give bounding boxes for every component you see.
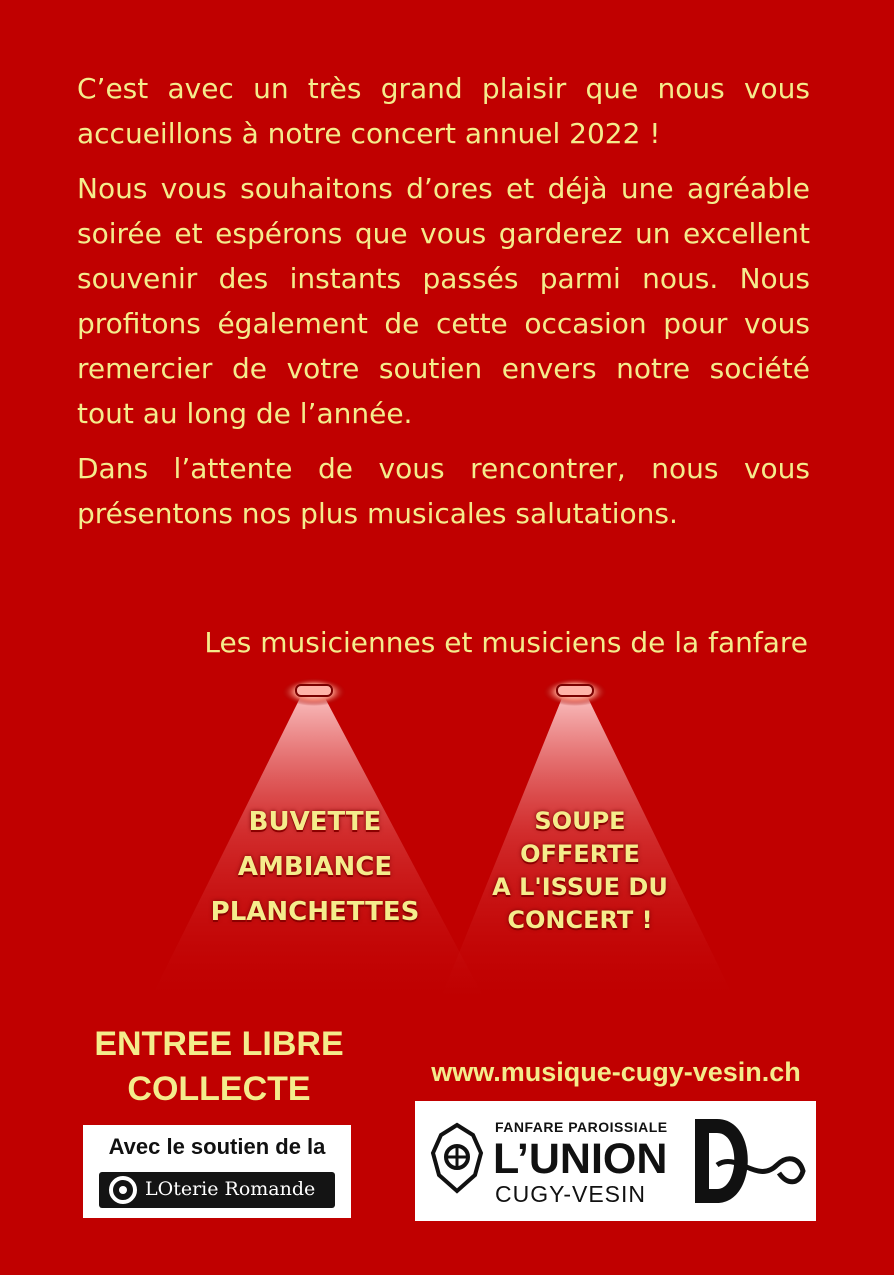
loterie-romande-logo — [99, 1172, 335, 1208]
union-logo-box — [415, 1101, 816, 1221]
spotlight-right-line: SOUPE — [534, 807, 626, 835]
intro-paragraph-3: Dans l’attente de vous rencontrer, nous vous présentons nos plus musicales salutations. — [77, 452, 810, 530]
intro-paragraph-2: Nous vous souhaitons d’ores et déjà une agréable soirée et espérons que vous garderez un excellent souvenir des instants passés parmi nous. Nous profitons également de cette occasion pour vous remercier de votre soutien envers notre société tout au long de l’année. — [77, 172, 810, 430]
rose-emblem-icon — [427, 1121, 487, 1201]
entry-info — [60, 1022, 378, 1112]
signature: Les musiciennes et musiciens de la fanfare — [204, 626, 808, 659]
spotlight-right-text — [440, 805, 720, 937]
sponsor-logo-box — [83, 1125, 351, 1218]
spotlight-left-line: BUVETTE — [248, 807, 382, 837]
loterie-romande-name: LOterie Romande — [145, 1178, 316, 1200]
website-link[interactable]: www.musique-cugy-vesin.ch — [431, 1057, 801, 1087]
union-place: CUGY-VESIN — [495, 1181, 647, 1207]
musical-d-emblem-icon — [687, 1115, 807, 1207]
spotlight-right-line: OFFERTE — [520, 840, 640, 868]
sponsor-support-text: Avec le soutien de la — [108, 1134, 326, 1159]
spotlight-left-line: PLANCHETTES — [210, 897, 420, 927]
entry-line-2: COLLECTE — [127, 1070, 311, 1108]
loterie-circle-icon — [105, 1172, 141, 1208]
spotlight-left-text — [150, 800, 480, 935]
entry-line-1: ENTREE LIBRE — [94, 1025, 344, 1063]
intro-paragraph-1: C’est avec un très grand plaisir que nous vous accueillons à notre concert annuel 2022 ! — [77, 72, 810, 150]
spotlight-right-line: CONCERT ! — [507, 906, 653, 934]
spotlight-left-line: AMBIANCE — [237, 852, 393, 882]
spotlight-right-line: A L'ISSUE DU — [492, 873, 668, 901]
union-title: L’UNION — [493, 1135, 668, 1183]
union-subtitle: FANFARE PAROISSIALE — [495, 1119, 668, 1135]
